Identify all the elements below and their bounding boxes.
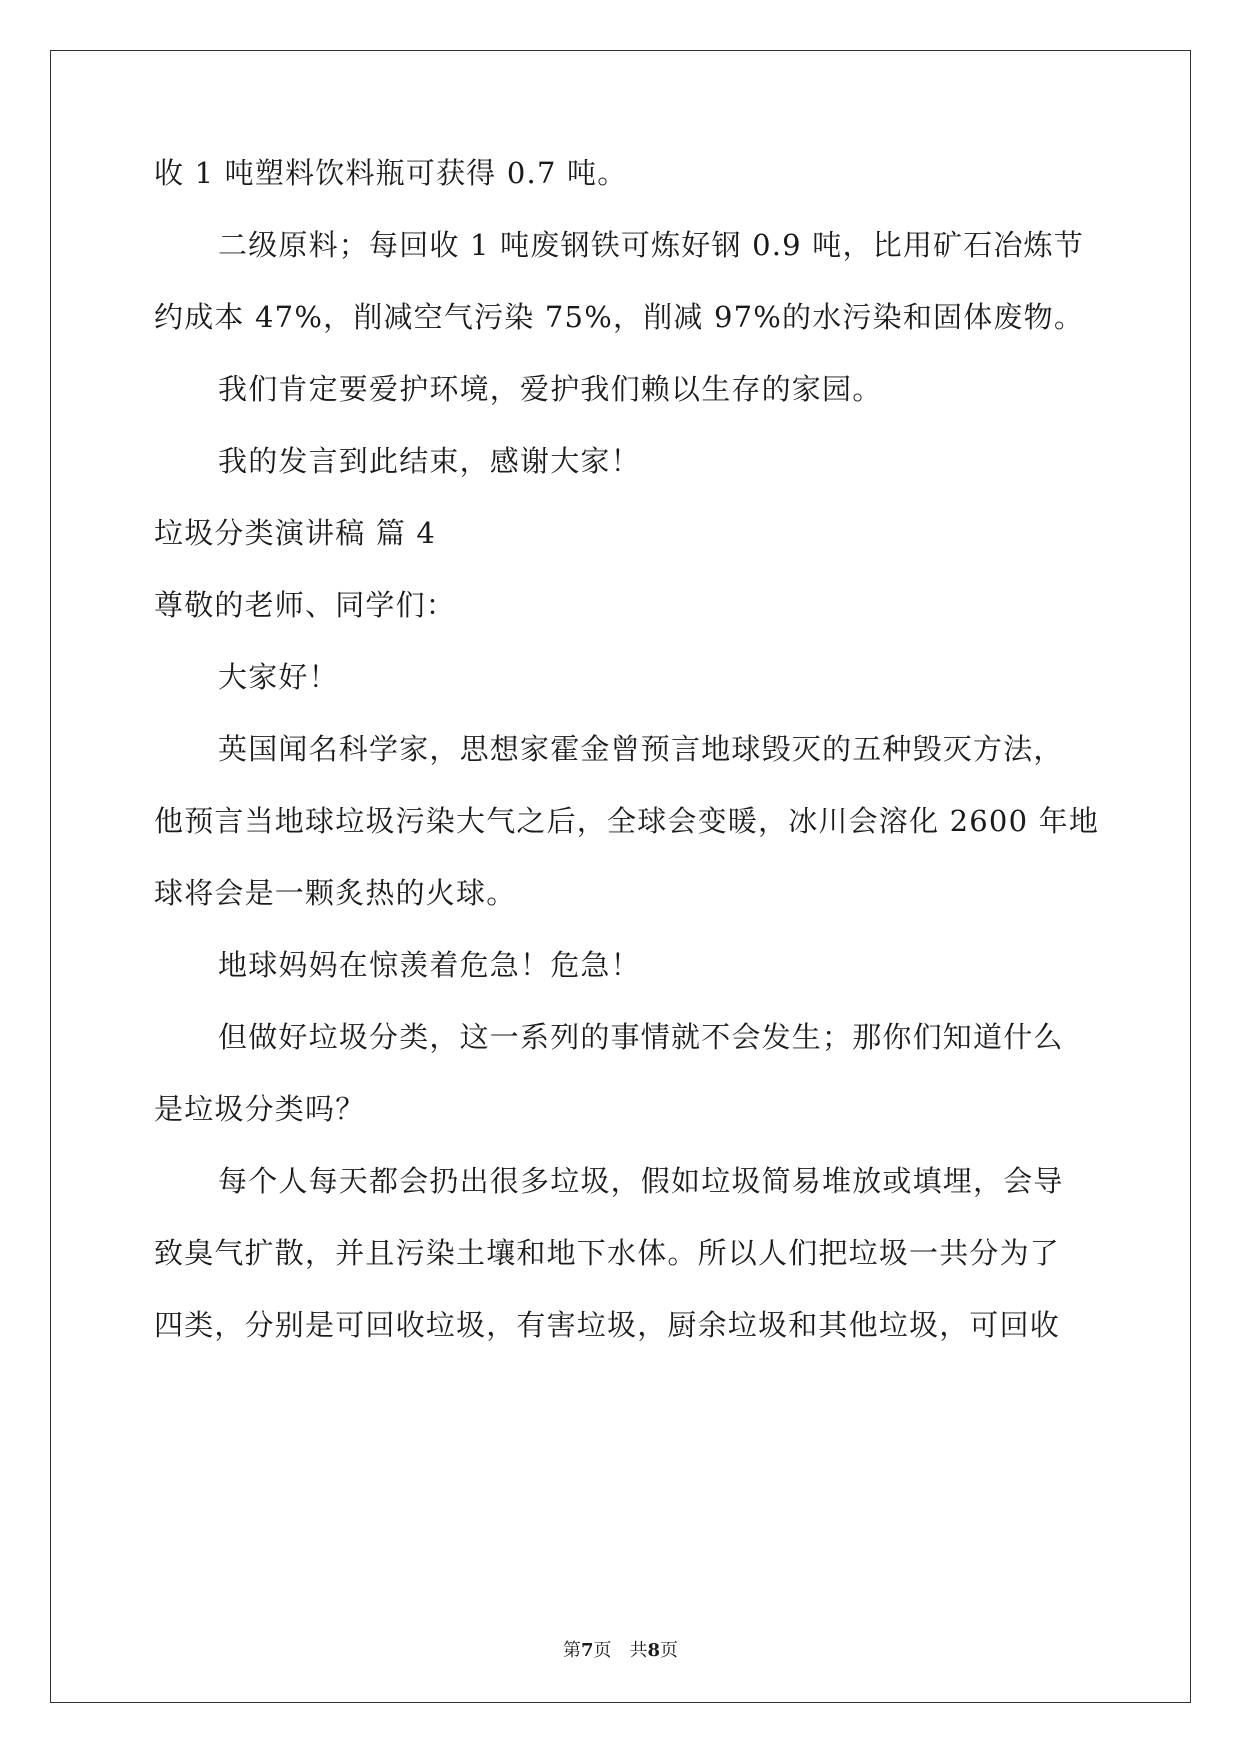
footer-suffix: 页	[660, 1640, 679, 1661]
paragraph-line: 球将会是一颗炙热的火球。	[154, 876, 517, 910]
paragraph-line: 约成本 47%，削减空气污染 75%，削减 97%的水污染和固体废物。	[154, 300, 1085, 334]
paragraph-line: 他预言当地球垃圾污染大气之后，全球会变暖，冰川会溶化 2600 年地	[154, 804, 1100, 838]
current-page-number: 7	[580, 1640, 594, 1661]
footer-prefix: 第	[562, 1640, 581, 1661]
paragraph-line: 二级原料；每回收 1 吨废钢铁可炼好钢 0.9 吨，比用矿石冶炼节	[218, 228, 1085, 262]
paragraph-line: 致臭气扩散，并且污染土壤和地下水体。所以人们把垃圾一共分为了	[154, 1236, 1061, 1270]
section-heading: 垃圾分类演讲稿 篇 4	[154, 516, 437, 550]
footer-mid: 页 共	[593, 1640, 648, 1661]
paragraph-line: 但做好垃圾分类，这一系列的事情就不会发生；那你们知道什么	[218, 1020, 1064, 1054]
paragraph-line: 我的发言到此结束，感谢大家！	[218, 444, 641, 478]
greeting: 大家好！	[218, 660, 339, 694]
paragraph-line: 收 1 吨塑料饮料瓶可获得 0.7 吨。	[154, 156, 628, 190]
paragraph-line: 我们肯定要爱护环境，爱护我们赖以生存的家园。	[218, 372, 883, 406]
paragraph-line: 四类，分别是可回收垃圾，有害垃圾，厨余垃圾和其他垃圾，可回收	[154, 1308, 1061, 1342]
page-footer	[0, 1636, 1241, 1662]
paragraph-line: 每个人每天都会扔出很多垃圾，假如垃圾简易堆放或填埋，会导	[218, 1164, 1064, 1198]
paragraph-line: 地球妈妈在惊羡着危急！危急！	[218, 948, 641, 982]
paragraph-line: 英国闻名科学家，思想家霍金曾预言地球毁灭的五种毁灭方法，	[218, 732, 1064, 766]
total-page-number: 8	[647, 1640, 661, 1661]
paragraph-line: 是垃圾分类吗？	[154, 1092, 366, 1126]
salutation: 尊敬的老师、同学们：	[154, 588, 457, 622]
